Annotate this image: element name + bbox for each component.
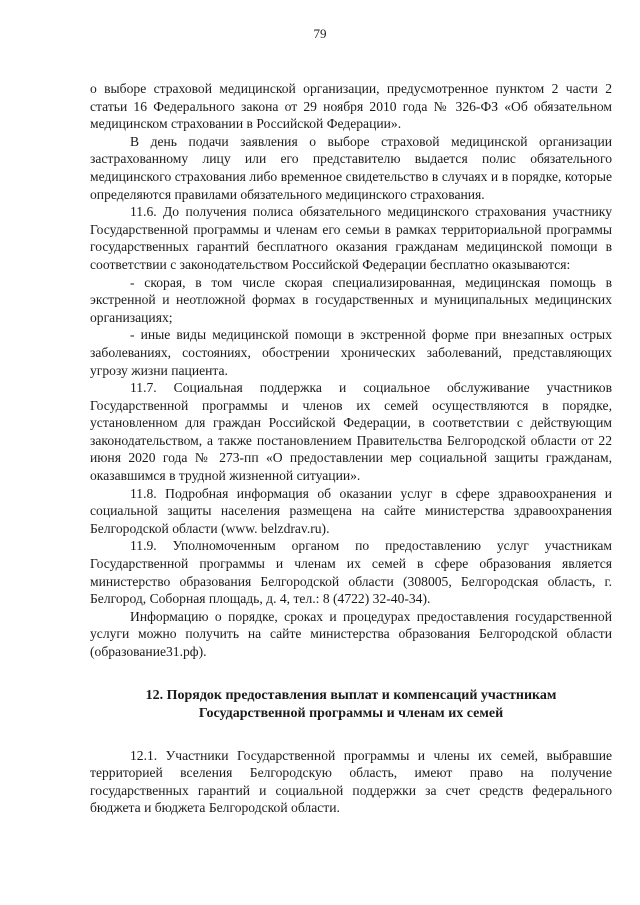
list-item-emergency-care: - скорая, в том числе скорая специализированная, медицинская помощь в экстренной и неотложной формах в государственных и муниципальных медицинских организациях; <box>90 274 612 325</box>
list-item-other-care: - иные виды медицинской помощи в экстренной форме при внезапных острых заболеваниях, состояниях, обострении хронических заболеваний, представляющих угрозу жизни пациента. <box>90 327 612 378</box>
section-12-heading-line-1: 12. Порядок предоставления выплат и компенсаций участникам <box>145 687 557 703</box>
paragraph-11-8: 11.8. Подробная информация об оказании услуг в сфере здравоохранения и социальной защиты населения размещена на сайте министерства здравоохранения Белгородской области (www. belzdrav.ru). <box>90 485 612 536</box>
paragraph-education-info: Информацию о порядке, сроках и процедурах предоставления государственной услуги можно получить на сайте министерства образования Белгородской области (образование31.рф). <box>90 608 612 659</box>
paragraph-12-1: 12.1. Участники Государственной программы и члены их семей, выбравшие территорией вселения Белгородскую область, имеют право на получение государственных гарантий и социальной поддержки за счет средств федерального бюджета и бюджета Белгородской области. <box>90 747 612 816</box>
document-body <box>90 80 612 817</box>
paragraph-policy-issuance: В день подачи заявления о выборе страховой медицинской организации застрахованному лицу или его представителю выдается полис обязательного медицинского страхования либо временное свидетельство в случаях и в порядке, которые определяются правилами обязательного медицинского страхования. <box>90 133 612 202</box>
paragraph-11-7: 11.7. Социальная поддержка и социальное обслуживание участников Государственной программы и членов их семей осуществляются в порядке, установленном для граждан Российской Федерации, в соответствии с действующим законодательством, а также постановлением Правительства Белгородской области от 22 июня 2020 года № 273-пп «О предоставлении мер социальной защиты гражданам, оказавшимся в трудной жизненной ситуации». <box>90 380 612 484</box>
paragraph-policy-choice: о выборе страховой медицинской организации, предусмотренное пунктом 2 части 2 статьи 16 Федерального закона от 29 ноября 2010 года № 326-ФЗ «Об обязательном медицинском страховании в Российской Федерации». <box>90 81 612 132</box>
paragraph-11-6: 11.6. До получения полиса обязательного медицинского страхования участнику Государственной программы и членам его семьи в рамках территориальной программы государственных гарантий бесплатного оказания гражданам медицинской помощи в соответствии с законодательством Российской Федерации бесплатно оказываются: <box>90 204 612 272</box>
paragraph-11-9: 11.9. Уполномоченным органом по предоставлению услуг участникам Государственной программы и членам их семей в сфере образования является министерство образования Белгородской области (308005, Белгородская область, г. Белгород, Соборная площадь, д. 4, тел.: 8 (4722) 32-40-34). <box>90 538 612 607</box>
page-number: 79 <box>313 26 327 41</box>
section-12-heading-line-2: Государственной программы и членам их семей <box>198 705 504 721</box>
